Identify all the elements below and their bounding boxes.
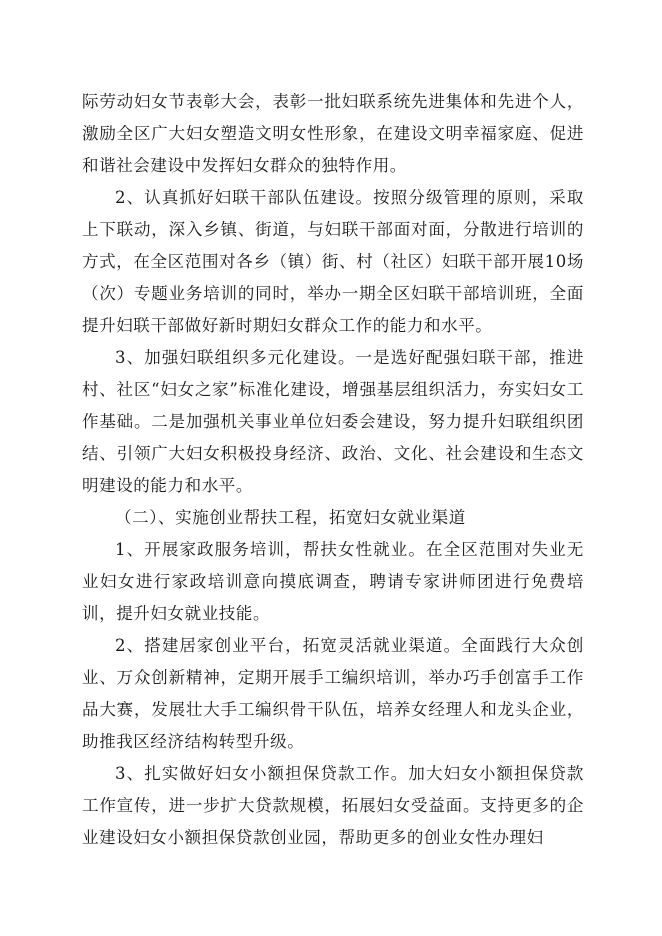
paragraph-cadre-training: 2、认真抓好妇联干部队伍建设。按照分级管理的原则，采取上下联动，深入乡镇、街道，与妇联干部面对面，分散进行培训的方式，在全区范围对各乡（镇）街、村（社区）妇联干部开展10场（次）专题业务培训的同时，举办一期全区妇联干部培训班，全面提升妇联干部做好新时期妇女群众工作的能力和水平。 — [82, 188, 584, 335]
section-heading-entrepreneurship — [82, 502, 584, 534]
document-body — [82, 86, 584, 854]
paragraph-housekeeping-training: 1、开展家政服务培训，帮扶女性就业。在全区范围对失业无业妇女进行家政培训意向摸底调查，聘请专家讲师团进行免费培训，提升妇女就业技能。 — [82, 540, 584, 623]
section-heading-text: （二）、实施创业帮扶工程，拓宽妇女就业渠道 — [115, 508, 466, 527]
paragraph-home-business-platform: 2、搭建居家创业平台，拓宽灵活就业渠道。全面践行大众创业、万众创新精神，定期开展手工编织培训，举办巧手创富手工作品大赛，发展壮大手工编织骨干队伍，培养女经理人和龙头企业，助推我区经济结构转型升级。 — [82, 636, 584, 751]
paragraph-microloan: 3、扎实做好妇女小额担保贷款工作。加大妇女小额担保贷款工作宣传，进一步扩大贷款规模，拓展妇女受益面。支持更多的企业建设妇女小额担保贷款创业园，帮助更多的创业女性办理妇 — [82, 764, 584, 847]
paragraph-organization-building: 3、加强妇联组织多元化建设。一是选好配强妇联干部，推进村、社区“妇女之家”标准化建设，增强基层组织活力，夯实妇女工作基础。二是加强机关事业单位妇委会建设，努力提升妇联组织团结、引领广大妇女积极投身经济、政治、文化、社会建设和生态文明建设的能力和水平。 — [82, 348, 584, 495]
paragraph-continuation: 际劳动妇女节表彰大会，表彰一批妇联系统先进集体和先进个人，激励全区广大妇女塑造文明女性形象，在建设文明幸福家庭、促进和谐社会建设中发挥妇女群众的独特作用。 — [82, 92, 584, 175]
